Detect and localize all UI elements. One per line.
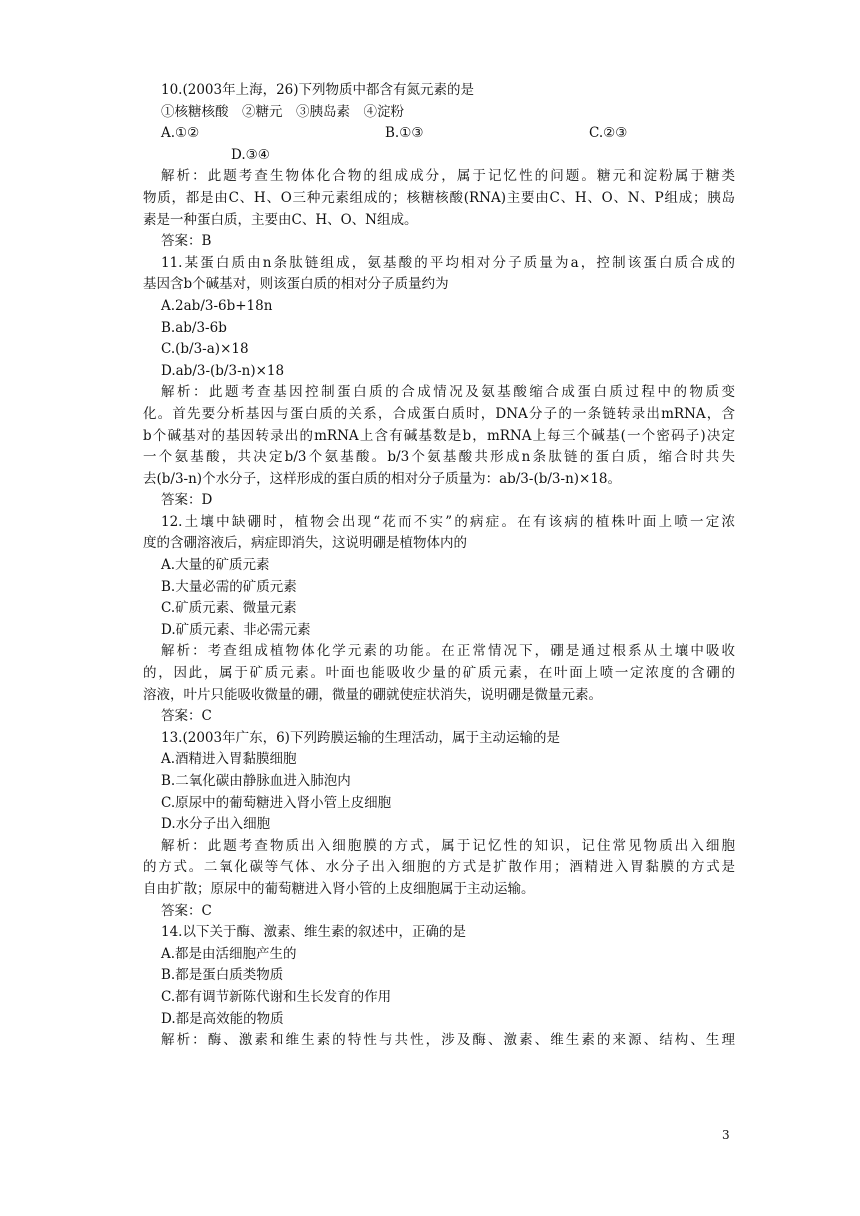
option-c: C.②③ — [589, 125, 628, 142]
question-10-items: ①核糖核酸 ②糖元 ③胰岛素 ④淀粉 — [161, 103, 404, 120]
analysis-text: 解析：此题考查生物体化合物的组成成分，属于记忆性的问题。糖元和淀粉属于糖类 — [161, 168, 735, 185]
analysis-text: 物质，都是由C、H、O三种元素组成的；核糖核酸(RNA)主要由C、H、O、N、P组成；胰岛 — [143, 189, 735, 206]
option-c: C.都有调节新陈代谢和生长发育的作用 — [161, 988, 392, 1005]
analysis-text: 解析：此题考查基因控制蛋白质的合成情况及氨基酸缩合成蛋白质过程中的物质变 — [161, 384, 735, 401]
analysis-text: 一个氨基酸，共决定b/3个氨基酸。b/3个氨基酸共形成n条肽链的蛋白质，缩合时共失 — [143, 449, 735, 466]
option-a: A.酒精进入胃黏膜细胞 — [161, 751, 297, 768]
option-b: B.①③ — [385, 125, 424, 142]
question-10-stem: 10.(2003年上海，26)下列物质中都含有氮元素的是 — [161, 82, 475, 98]
analysis-text: 自由扩散；原尿中的葡萄糖进入肾小管的上皮细胞属于主动运输。 — [143, 880, 535, 897]
answer-line: 答案：C — [161, 902, 212, 919]
option-b: B.二氧化碳由静脉血进入肺泡内 — [161, 773, 351, 789]
analysis-text: b个碱基对的基因转录出的mRNA上含有碱基数是b，mRNA上每三个碱基(一个密码子)决定 — [143, 427, 735, 444]
option-d: D.ab/3-(b/3-n)×18 — [161, 362, 285, 379]
answer-line: 答案：C — [161, 708, 212, 725]
option-c: C.矿质元素、微量元素 — [161, 600, 297, 617]
analysis-text: 解析：此题考查物质出入细胞膜的方式，属于记忆性的知识，记住常见物质出入细胞 — [161, 837, 735, 854]
question-13-stem: 13.(2003年广东，6)下列跨膜运输的生理活动，属于主动运输的是 — [161, 729, 560, 746]
option-d: D.都是高效能的物质 — [161, 1010, 284, 1027]
question-14-stem: 14.以下关于酶、激素、维生素的叙述中，正确的是 — [161, 924, 466, 941]
page-content — [143, 80, 735, 1052]
analysis-text: 化。首先要分析基因与蛋白质的关系，合成蛋白质时，DNA分子的一条链转录出mRNA，含 — [143, 405, 735, 422]
answer-line: 答案：B — [161, 233, 212, 250]
option-a: A.①② — [161, 125, 200, 142]
option-b: B.ab/3-6b — [161, 319, 227, 336]
option-b: B.大量必需的矿质元素 — [161, 578, 297, 595]
analysis-text: 解析：酶、激素和维生素的特性与共性，涉及酶、激素、维生素的来源、结构、生理 — [161, 1032, 735, 1049]
option-a: A.大量的矿质元素 — [161, 557, 270, 574]
option-a: A.都是由活细胞产生的 — [161, 945, 297, 962]
page-number: 3 — [722, 1128, 730, 1142]
analysis-text: 素是一种蛋白质，主要由C、H、O、N组成。 — [143, 211, 418, 228]
analysis-text: 解析：考查组成植物体化学元素的功能。在正常情况下，硼是通过根系从土壤中吸收 — [161, 643, 735, 660]
option-b: B.都是蛋白质类物质 — [161, 967, 284, 984]
question-11-stem: 11.某蛋白质由n条肽链组成，氨基酸的平均相对分子质量为a，控制该蛋白质合成的 — [161, 254, 735, 271]
analysis-text: 的方式。二氧化碳等气体、水分子出入细胞的方式是扩散作用；酒精进入胃黏膜的方式是 — [143, 859, 735, 876]
analysis-text: 溶液，叶片只能吸收微量的硼，微量的硼就使症状消失，说明硼是微量元素。 — [143, 686, 602, 703]
question-11-stem: 基因含b个碱基对，则该蛋白质的相对分子质量约为 — [143, 276, 449, 293]
answer-line: 答案：D — [161, 492, 213, 509]
analysis-text: 的，因此，属于矿质元素。叶面也能吸收少量的矿质元素，在叶面上喷一定浓度的含硼的 — [143, 665, 735, 682]
analysis-text: 去(b/3-n)个水分子，这样形成的蛋白质的相对分子质量为：ab/3-(b/3-n)×18。 — [143, 470, 622, 487]
question-12-stem: 度的含硼溶液后，病症即消失，这说明硼是植物体内的 — [143, 535, 467, 552]
option-d: D.矿质元素、非必需元素 — [161, 621, 311, 638]
option-c: C.(b/3-a)×18 — [161, 341, 249, 358]
option-d: D.水分子出入细胞 — [161, 816, 271, 833]
option-d: D.③④ — [231, 146, 270, 163]
question-10-options — [143, 123, 735, 145]
question-12-stem: 12.土壤中缺硼时，植物会出现“花而不实”的病症。在有该病的植株叶面上喷一定浓 — [161, 513, 735, 530]
option-a: A.2ab/3-6b+18n — [161, 297, 273, 314]
option-c: C.原尿中的葡萄糖进入肾小管上皮细胞 — [161, 794, 392, 811]
